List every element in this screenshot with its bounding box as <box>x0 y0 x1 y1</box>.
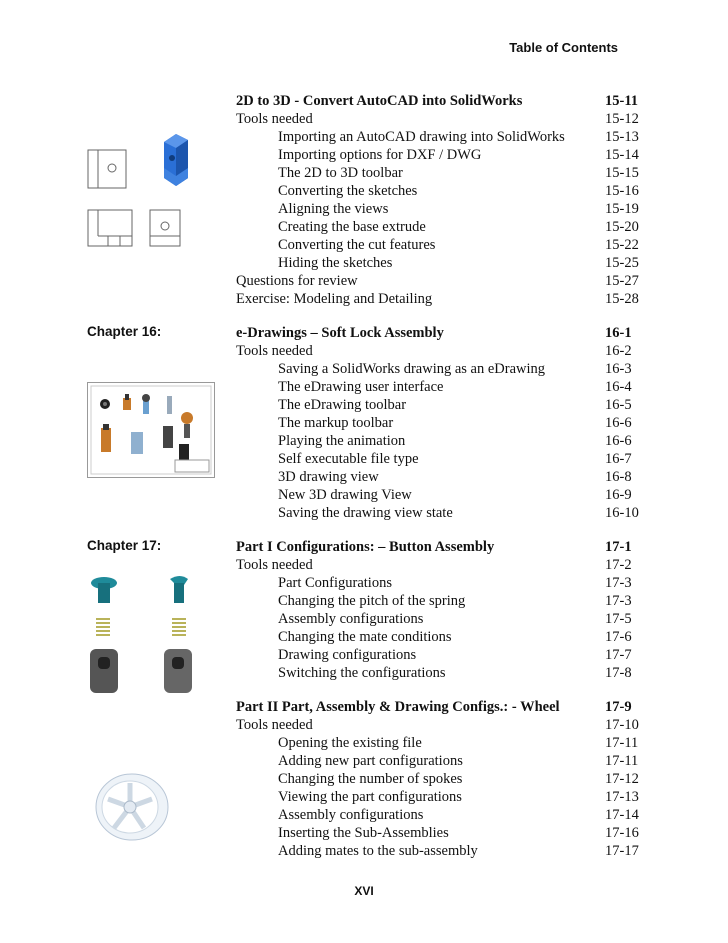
toc-entry-page: 17-9 <box>605 699 632 715</box>
toc-entry-title: Changing the number of spokes <box>278 771 463 787</box>
toc-entry-title: The 2D to 3D toolbar <box>278 165 403 181</box>
toc-entry-page: 16-4 <box>605 379 632 395</box>
chapter-17-label: Chapter 17: <box>87 538 162 553</box>
toc-entry <box>236 788 646 806</box>
toc-entry-title: Part I Configurations: – Button Assembly <box>236 539 495 555</box>
toc-entry <box>236 218 646 236</box>
toc-entry-page: 17-7 <box>605 647 632 663</box>
toc-entry <box>236 468 646 486</box>
figure-2d-to-3d <box>84 128 194 258</box>
toc-entry-page: 17-3 <box>605 593 632 609</box>
toc-entry-title: Aligning the views <box>278 201 389 217</box>
toc-entry <box>236 236 646 254</box>
toc-entry-title: Tools needed <box>236 717 313 733</box>
toc-entry <box>236 716 646 734</box>
toc-entry-title: Opening the existing file <box>278 735 422 751</box>
toc-entry-page: 17-11 <box>605 753 639 769</box>
toc-entry <box>236 752 646 770</box>
toc-entry <box>236 450 646 468</box>
toc-entry-page: 15-27 <box>605 273 639 289</box>
figure-edrawing-sheet <box>87 382 215 478</box>
toc-entry-page: 17-16 <box>605 825 639 841</box>
toc-entry-title: Changing the pitch of the spring <box>278 593 466 609</box>
toc-entry <box>236 342 646 360</box>
toc-entry <box>236 200 646 218</box>
toc-entry-page: 17-1 <box>605 539 632 555</box>
toc-entry-page: 16-1 <box>605 325 632 341</box>
toc-entry <box>236 504 646 522</box>
toc-entry-page: 16-7 <box>605 451 632 467</box>
toc-entry-title: Part II Part, Assembly & Drawing Configs.: - Wheel <box>236 699 560 715</box>
toc-entry-title: Tools needed <box>236 557 313 573</box>
toc-entry-page: 17-6 <box>605 629 632 645</box>
toc-entry-title: Saving a SolidWorks drawing as an eDrawing <box>278 361 546 377</box>
toc-entry <box>236 824 646 842</box>
toc-entry-page: 15-28 <box>605 291 639 307</box>
toc-entry-page: 15-15 <box>605 165 639 181</box>
toc-entry <box>236 592 646 610</box>
toc-entry-title: Assembly configurations <box>278 611 424 627</box>
toc-entry <box>236 92 646 110</box>
toc-entry-title: Adding new part configurations <box>278 753 463 769</box>
toc-entry-page: 16-2 <box>605 343 632 359</box>
toc-entry <box>236 110 646 128</box>
toc-entry-page: 16-10 <box>605 505 639 521</box>
toc-entry-title: Assembly configurations <box>278 807 424 823</box>
toc-entry-page: 17-5 <box>605 611 632 627</box>
toc-entry <box>236 734 646 752</box>
toc-entry <box>236 610 646 628</box>
toc-entry-title: Creating the base extrude <box>278 219 426 235</box>
toc-entry-page: 15-14 <box>605 147 639 163</box>
toc-entry <box>236 432 646 450</box>
toc-entry <box>236 414 646 432</box>
toc-entry-page: 16-5 <box>605 397 632 413</box>
toc-entry <box>236 360 646 378</box>
toc-entry <box>236 538 646 556</box>
toc-entry-page: 17-2 <box>605 557 632 573</box>
toc-entry-page: 15-12 <box>605 111 639 127</box>
toc-entry <box>236 770 646 788</box>
toc-entry-title: Converting the sketches <box>278 183 418 199</box>
toc-entry-page: 15-22 <box>605 237 639 253</box>
toc-entry <box>236 628 646 646</box>
toc-entry <box>236 128 646 146</box>
toc-entry <box>236 842 646 860</box>
toc-entry-page: 17-3 <box>605 575 632 591</box>
toc-entry-page: 16-8 <box>605 469 632 485</box>
toc-entry <box>236 254 646 272</box>
toc-entry-page: 17-10 <box>605 717 639 733</box>
toc-entry-title: Drawing configurations <box>278 647 417 663</box>
toc-entry-page: 17-17 <box>605 843 639 859</box>
toc-entry-title: Saving the drawing view state <box>278 505 453 521</box>
toc-entry-title: Playing the animation <box>278 433 406 449</box>
toc-entry-page: 15-19 <box>605 201 639 217</box>
toc-entry-title: e-Drawings – Soft Lock Assembly <box>236 325 444 341</box>
figure-button-assembly <box>84 573 204 701</box>
page-number: XVI <box>354 884 374 898</box>
toc-entry <box>236 324 646 342</box>
toc-entry-title: Changing the mate conditions <box>278 629 452 645</box>
toc-entry-title: Viewing the part configurations <box>278 789 462 805</box>
toc-entry <box>236 396 646 414</box>
toc-entry <box>236 664 646 682</box>
toc-entry-page: 15-11 <box>605 93 639 109</box>
toc-entry-title: Exercise: Modeling and Detailing <box>236 291 433 307</box>
toc-entry-page: 16-6 <box>605 415 632 431</box>
toc-entry-title: Tools needed <box>236 343 313 359</box>
toc-entry-page: 17-12 <box>605 771 639 787</box>
toc-entry <box>236 806 646 824</box>
toc-entry <box>236 698 646 716</box>
toc-entry-page: 17-11 <box>605 735 639 751</box>
toc-entry-page: 15-20 <box>605 219 639 235</box>
toc-entry-title: The eDrawing user interface <box>278 379 444 395</box>
toc-entry-page: 16-6 <box>605 433 632 449</box>
toc-entry-title: The eDrawing toolbar <box>278 397 407 413</box>
toc-entry <box>236 486 646 504</box>
toc-entry-page: 17-13 <box>605 789 639 805</box>
toc-entry <box>236 378 646 396</box>
toc-entry <box>236 272 646 290</box>
toc-entry-title: Switching the configurations <box>278 665 446 681</box>
toc-entry-title: Inserting the Sub-Assemblies <box>278 825 449 841</box>
toc-entry-title: Self executable file type <box>278 451 419 467</box>
page-header: Table of Contents <box>509 40 618 55</box>
toc-entry-title: Adding mates to the sub-assembly <box>278 843 478 859</box>
toc-entry <box>236 574 646 592</box>
toc-entry <box>236 182 646 200</box>
toc-entry-title: New 3D drawing View <box>278 487 412 503</box>
toc-entry-page: 15-25 <box>605 255 639 271</box>
toc-entry <box>236 290 646 308</box>
toc-entry-title: Part Configurations <box>278 575 392 591</box>
toc-entry-page: 17-8 <box>605 665 632 681</box>
toc-entry <box>236 164 646 182</box>
toc-entry-title: 3D drawing view <box>278 469 379 485</box>
chapter-16-label: Chapter 16: <box>87 324 162 339</box>
toc-entry-page: 16-3 <box>605 361 632 377</box>
toc-entry-title: Importing an AutoCAD drawing into SolidWorks <box>278 129 565 145</box>
toc-entry-title: 2D to 3D - Convert AutoCAD into SolidWorks <box>236 93 523 109</box>
figure-wheel <box>92 770 172 844</box>
toc-entry <box>236 556 646 574</box>
toc-entry-title: Questions for review <box>236 273 358 289</box>
toc-entry-page: 15-13 <box>605 129 639 145</box>
toc-entry-page: 17-14 <box>605 807 639 823</box>
toc-entry-page: 16-9 <box>605 487 632 503</box>
toc-entry <box>236 646 646 664</box>
toc-entry-title: Hiding the sketches <box>278 255 393 271</box>
toc-entry-title: Importing options for DXF / DWG <box>278 147 482 163</box>
toc-entry-title: The markup toolbar <box>278 415 394 431</box>
toc-entry <box>236 146 646 164</box>
toc-entry-page: 15-16 <box>605 183 639 199</box>
toc-entry-title: Tools needed <box>236 111 313 127</box>
toc-entry-title: Converting the cut features <box>278 237 436 253</box>
